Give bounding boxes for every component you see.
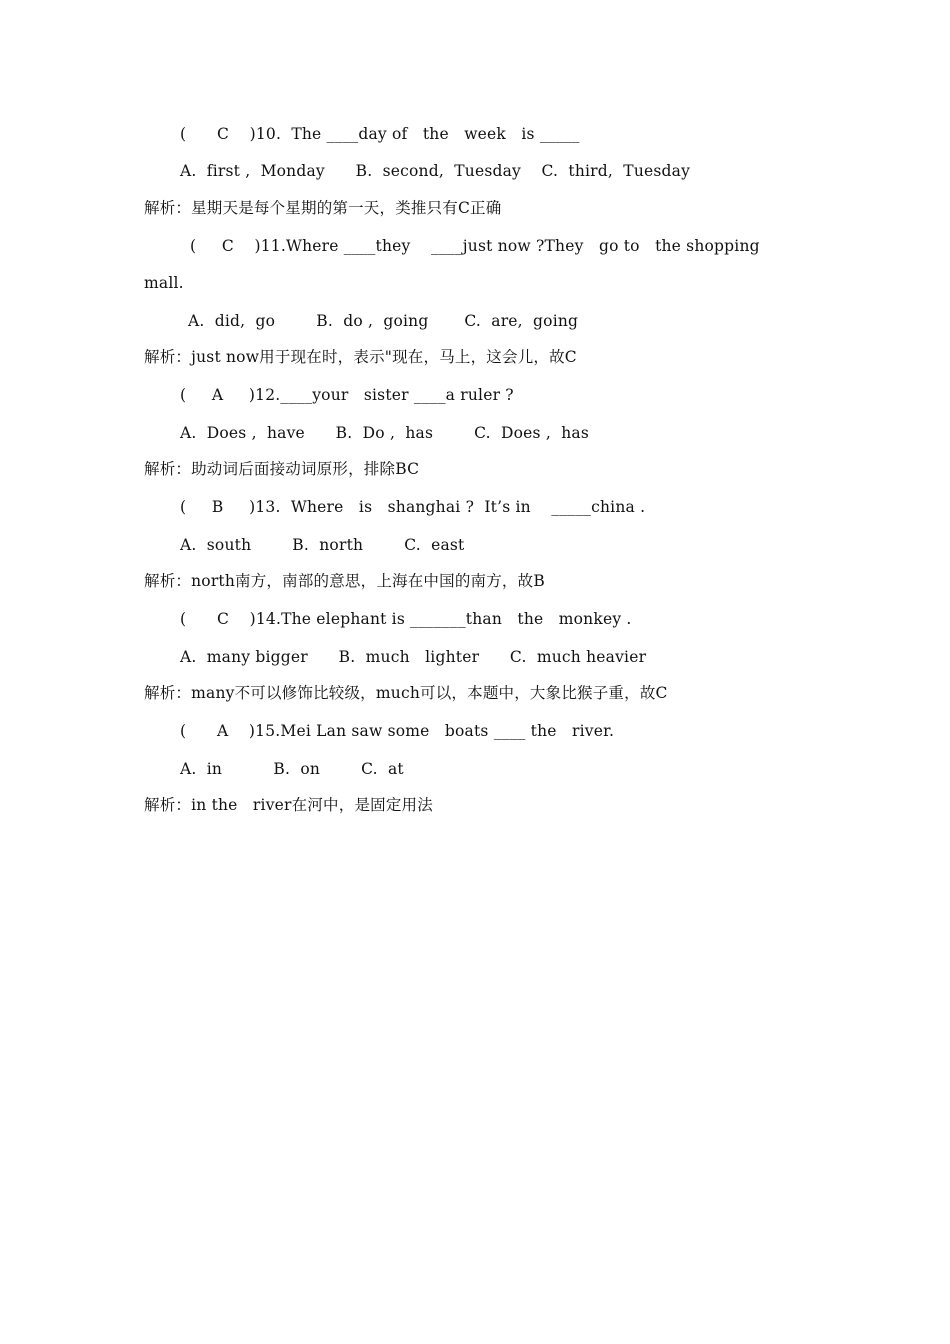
analysis-10: 解析：星期天是每个星期的第一天，类推只有C正确 bbox=[144, 199, 502, 217]
analysis-15: 解析：in the river在河中，是固定用法 bbox=[144, 796, 433, 814]
question-11-continuation: mall. bbox=[144, 274, 184, 292]
question-11: ( C )11.Where ____they ____just now ?They go to the shopping bbox=[190, 237, 760, 255]
question-13: ( B )13. Where is shanghai ? It’s in _____china . bbox=[180, 498, 646, 516]
question-12: ( A )12.____your sister ____a ruler ? bbox=[180, 386, 514, 404]
question-10: ( C )10. The ____day of the week is _____ bbox=[180, 125, 580, 143]
options-12: A. Does , have B. Do , has C. Does , has bbox=[180, 424, 589, 442]
analysis-12: 解析：助动词后面接动词原形，排除BC bbox=[144, 460, 420, 478]
analysis-11: 解析：just now用于现在时，表示"现在，马上，这会儿，故C bbox=[144, 348, 577, 366]
options-10: A. first , Monday B. second, Tuesday C. third, Tuesday bbox=[180, 162, 691, 180]
options-13: A. south B. north C. east bbox=[180, 536, 465, 554]
analysis-14: 解析：many不可以修饰比较级，much可以，本题中，大象比猴子重，故C bbox=[144, 684, 668, 702]
question-14: ( C )14.The elephant is _______than the monkey . bbox=[180, 610, 632, 628]
options-15: A. in B. on C. at bbox=[180, 760, 404, 778]
options-14: A. many bigger B. much lighter C. much heavier bbox=[180, 648, 647, 666]
analysis-13: 解析：north南方，南部的意思，上海在中国的南方，故B bbox=[144, 572, 545, 590]
question-15: ( A )15.Mei Lan saw some boats ____ the river. bbox=[180, 722, 615, 740]
options-11: A. did, go B. do , going C. are, going bbox=[188, 312, 579, 330]
